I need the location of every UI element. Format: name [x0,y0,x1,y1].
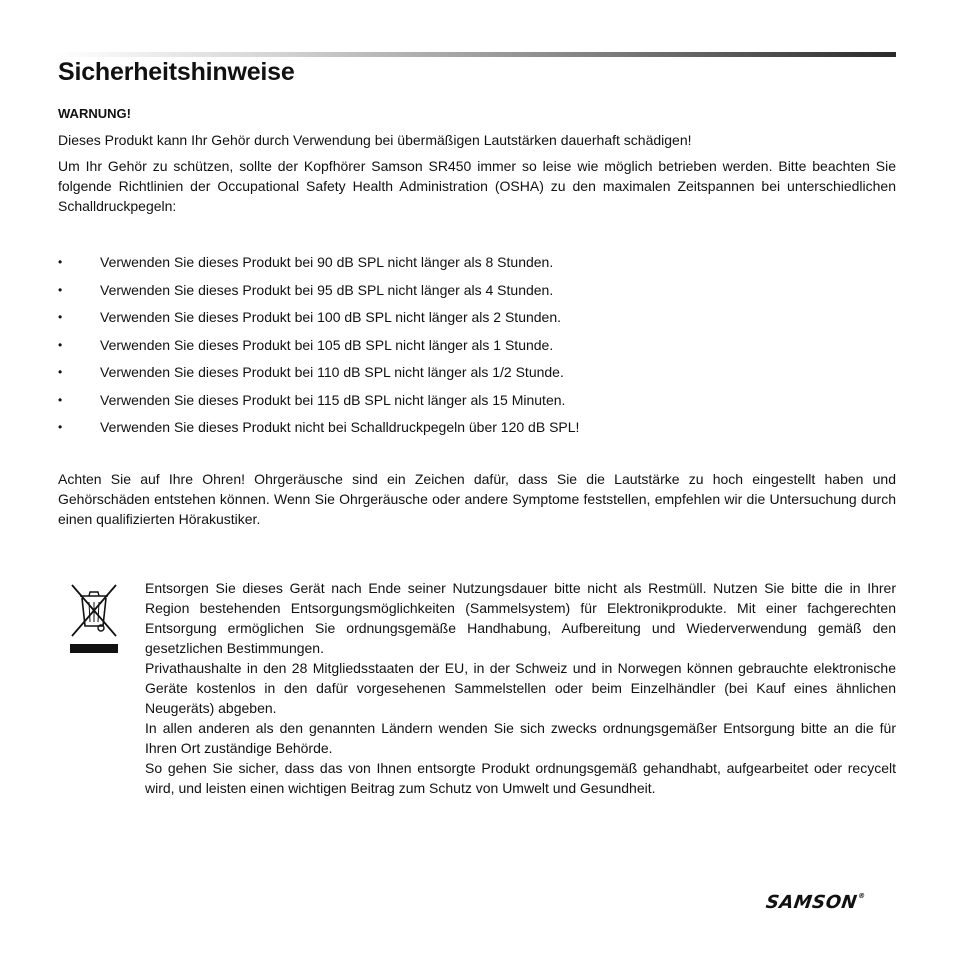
list-item-text: Verwenden Sie dieses Produkt bei 105 dB SPL nicht länger als 1 Stunde. [100,336,554,353]
warning-section [58,104,896,535]
hearing-care-paragraph: Achten Sie auf Ihre Ohren! Ohrgeräusche sind ein Zeichen dafür, dass Sie die Lautstärke zu hoch eingestellt haben und Gehörschäden entstehen können. Wenn Sie Ohrgeräusche oder andere Symptome feststellen, empfehlen wir die Untersuchung durch einen qualifizierten Hörakustiker. [58,471,896,527]
list-item [58,307,896,327]
disposal-paragraph: Privathaushalte in den 28 Mitgliedsstaaten der EU, in der Schweiz und in Norwegen können gebrauchte elektronische Geräte kostenlos in den dafür vorgesehenen Sammelstellen oder beim Einzelhändler (bei Kauf eines ähnlichen Neugeräts) abgeben. [145,660,896,716]
bullet-marker: • [58,337,63,352]
disposal-paragraph: So gehen Sie sicher, dass das von Ihnen entsorgte Produkt ordnungsgemäß gehandhabt, aufgearbeitet oder recycelt wird, und leisten einen wichtigen Beitrag zum Schutz von Umwelt und Gesundheit. [145,760,896,796]
list-item [58,280,896,300]
bullet-marker: • [58,365,63,379]
list-item-text: Verwenden Sie dieses Produkt bei 100 dB SPL nicht länger als 2 Stunden. [100,309,562,325]
exposure-limits-list [58,252,896,437]
bullet-marker: • [58,255,63,269]
list-item [58,390,896,410]
list-item [58,362,896,382]
disposal-text [145,578,896,798]
list-item-text: Verwenden Sie dieses Produkt nicht bei Schalldruckpegeln über 120 dB SPL! [100,419,580,435]
warning-guidance: Um Ihr Gehör zu schützen, sollte der Kopfhörer Samson SR450 immer so leise wie möglich betrieben werden. Bitte beachten Sie folgende Richtlinien der Occupational Safety Health Administration (OSHA) zu den maximalen Zeitspannen bei unterschiedlichen Schalldruckpegeln: [58,158,896,214]
bullet-marker: • [58,282,63,297]
disposal-paragraph: In allen anderen als den genannten Ländern wenden Sie sich zwecks ordnungsgemäßer Entsorgung bitte an die für Ihren Ort zuständige Behörde. [145,720,896,756]
crossed-out-wheelie-bin-icon [66,580,122,656]
warning-intro: Dieses Produkt kann Ihr Gehör durch Verwendung bei übermäßigen Lautstärken dauerhaft schädigen! [58,132,692,148]
list-item-text: Verwenden Sie dieses Produkt bei 95 dB SPL nicht länger als 4 Stunden. [100,281,554,298]
bullet-marker: • [58,420,63,434]
bullet-marker: • [58,392,63,407]
header-rule [58,52,896,57]
list-item-text: Verwenden Sie dieses Produkt bei 115 dB SPL nicht länger als 15 Minuten. [100,391,566,408]
list-item [58,252,896,272]
registered-mark: ® [857,892,867,900]
samson-logo [765,892,867,913]
disposal-paragraph: Entsorgen Sie dieses Gerät nach Ende seiner Nutzungsdauer bitte nicht als Restmüll. Nutzen Sie bitte die in Ihrer Region bestehenden Entsorgungsmöglichkeiten (Sammelsystem) für Elektronikprodukte. Mit einer fachgerechten Entsorgung ermöglichen Sie ordnungsgemäße Handhabung, Aufbereitung und Wiederverwendung gemäß den gesetzlichen Bestimmungen. [145,580,896,656]
logo-text: SAMSON [764,892,859,913]
warning-label: WARNUNG! [58,106,131,121]
list-item-text: Verwenden Sie dieses Produkt bei 110 dB SPL nicht länger als 1/2 Stunde. [100,364,564,380]
bullet-marker: • [58,310,63,324]
list-item [58,417,896,437]
list-item-text: Verwenden Sie dieses Produkt bei 90 dB SPL nicht länger als 8 Stunden. [100,254,554,270]
list-item [58,335,896,355]
page-title: Sicherheitshinweise [58,58,295,86]
